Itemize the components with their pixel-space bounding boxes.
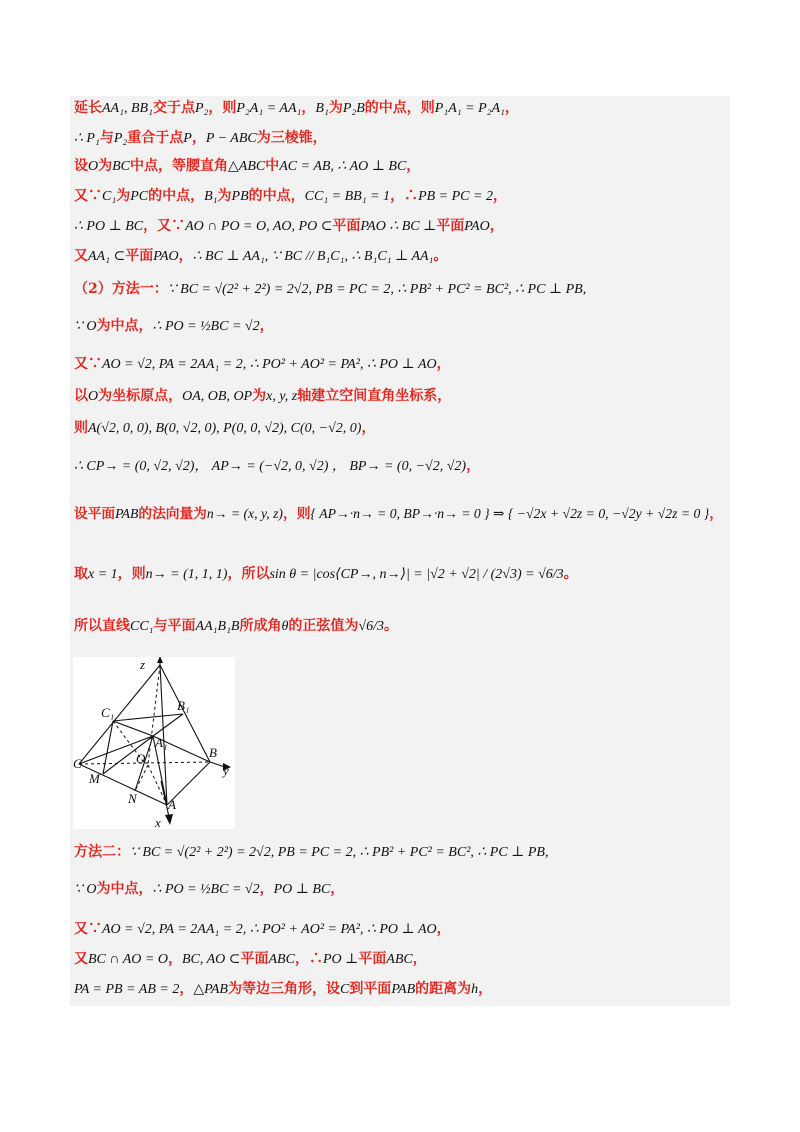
- text-chinese: 又∵: [74, 921, 102, 937]
- solution-line: [74, 312, 274, 340]
- math-expression: ABC: [268, 952, 295, 967]
- text-chinese: 设平面: [74, 506, 116, 522]
- math-expression: C: [339, 982, 350, 997]
- math-expression: △ABC: [228, 159, 266, 174]
- text-chinese: 又∵: [74, 188, 102, 204]
- text-chinese: ，则: [208, 100, 237, 116]
- math-expression: P₁A₁ = P₂A₁: [434, 101, 505, 116]
- math-expression: PAO: [464, 219, 490, 234]
- text-chinese: 所成角: [239, 618, 282, 634]
- text-chinese: 为: [98, 158, 113, 174]
- text-chinese: 。: [563, 566, 578, 582]
- edge-OA-hidden: [148, 765, 167, 805]
- math-expression: ∵ BC = √(2² + 2²) = 2√2, PB = PC = 2, ∴ PB² + PC² = BC², ∴ PC ⊥ PB,: [167, 282, 587, 297]
- text-chinese: 为中点，: [96, 881, 153, 897]
- math-expression: A(√2, 0, 0), B(0, √2, 0), P(0, 0, √2), C(0, −√2, 0): [88, 421, 362, 436]
- math-expression: ∴ PO = ½BC = √2: [152, 882, 260, 897]
- math-expression: ∴ P₁: [74, 131, 100, 146]
- label-B: B: [209, 745, 217, 760]
- solution-line: [74, 94, 519, 122]
- solution-line: [74, 414, 375, 442]
- label-O: O: [136, 751, 146, 766]
- text-chinese: 平面: [125, 248, 154, 264]
- math-expression: PAO: [153, 249, 179, 264]
- label-A: A: [168, 797, 176, 812]
- math-expression: AA₁, BB₁: [102, 101, 153, 116]
- text-chinese: 交于点: [152, 100, 195, 116]
- label-C: C: [73, 756, 82, 771]
- math-expression: B₁: [204, 189, 218, 204]
- solution-line: [74, 382, 451, 410]
- text-chinese: 平面: [240, 951, 269, 967]
- math-expression: θ: [281, 619, 289, 634]
- math-expression: PA = PB = AB = 2: [74, 982, 180, 997]
- text-chinese: 又: [74, 951, 88, 967]
- solution-line: [74, 275, 586, 303]
- text-chinese: ，则: [283, 506, 311, 522]
- text-chinese: 又∵: [74, 356, 102, 372]
- text-chinese: ，: [191, 130, 206, 146]
- math-expression: h: [471, 982, 479, 997]
- edge-C1B1: [113, 714, 183, 721]
- solution-line: [74, 350, 451, 378]
- label-B1: B₁: [177, 698, 190, 713]
- math-expression: n→ = (x, y, z): [206, 506, 283, 521]
- text-chinese: ，∴: [294, 951, 323, 967]
- solution-line: [74, 875, 344, 903]
- solution-line: [74, 152, 420, 180]
- tetrahedron-figure: [73, 657, 235, 829]
- math-expression: PC: [130, 189, 149, 204]
- edge-PB: [160, 665, 210, 762]
- text-chinese: 延长: [74, 100, 102, 116]
- text-chinese: 重合于点: [127, 130, 184, 146]
- math-expression: √6/3: [358, 619, 384, 634]
- solution-line: [74, 212, 504, 240]
- text-chinese: 所以直线: [74, 618, 130, 634]
- math-expression: O: [88, 389, 99, 404]
- math-expression: PB: [231, 189, 249, 204]
- axis-z-hidden: [148, 665, 160, 765]
- solution-line: [74, 452, 480, 480]
- edge-B1A1: [153, 714, 183, 736]
- text-chinese: 又: [74, 248, 88, 264]
- math-expression: C₁: [102, 189, 117, 204]
- text-chinese: 。: [433, 248, 448, 264]
- text-chinese: 为中点，: [96, 318, 153, 334]
- math-expression: P − ABC: [205, 131, 257, 146]
- math-expression: AO ∩ PO = O, AO, PO ⊂: [185, 219, 333, 234]
- math-expression: AA₁B₁B: [195, 619, 240, 634]
- text-chinese: ，: [504, 100, 519, 116]
- text-chinese: ，∴: [390, 188, 419, 204]
- math-expression: PAB: [391, 982, 416, 997]
- math-expression: ∵ BC = √(2² + 2²) = 2√2, PB = PC = 2, ∴ PB² + PC² = BC², ∴ PC ⊥ PB,: [130, 845, 549, 860]
- math-expression: ∴ PO ⊥ BC: [74, 219, 144, 234]
- math-expression: x, y, z: [266, 389, 298, 404]
- text-chinese: ，: [179, 981, 194, 997]
- text-chinese: 的中点，则: [364, 100, 435, 116]
- edge-C1A1: [113, 721, 153, 736]
- math-expression: O: [88, 159, 99, 174]
- text-chinese: ，: [466, 458, 481, 474]
- solution-line: [74, 612, 398, 640]
- math-expression: PO ⊥ BC: [273, 882, 331, 897]
- math-expression: ∵ O: [74, 319, 97, 334]
- math-expression: CC₁ = BB₁ = 1: [304, 189, 391, 204]
- x-arrow: [165, 814, 173, 825]
- math-expression: P₂: [113, 131, 128, 146]
- text-chinese: （2）方法一：: [74, 281, 168, 297]
- text-chinese: ，: [259, 318, 274, 334]
- solution-line: [74, 560, 578, 588]
- text-chinese: 轴建立空间直角坐标系，: [297, 388, 452, 404]
- math-expression: ∵ O: [74, 882, 97, 897]
- math-expression: ABC: [386, 952, 413, 967]
- text-chinese: 与: [99, 130, 114, 146]
- math-expression: AA₁ ⊂: [88, 249, 126, 264]
- math-expression: x = 1: [88, 567, 118, 582]
- text-chinese: 为: [116, 188, 131, 204]
- text-chinese: ，又∵: [143, 218, 186, 234]
- solution-line: [74, 500, 723, 528]
- label-y: y: [223, 763, 229, 778]
- text-chinese: 中点，等腰直角: [130, 158, 229, 174]
- text-chinese: 的距离为: [415, 981, 472, 997]
- solution-line: [74, 838, 548, 866]
- text-chinese: ，: [492, 188, 507, 204]
- label-x: x: [155, 815, 161, 829]
- text-chinese: 平面: [358, 951, 387, 967]
- math-expression: BC ∩ AO = O: [88, 952, 168, 967]
- math-expression: P: [183, 131, 192, 146]
- text-chinese: 平面: [436, 218, 465, 234]
- math-expression: △PAB: [193, 982, 228, 997]
- text-chinese: 方法二：: [74, 844, 130, 860]
- text-chinese: 为等边三角形，设: [227, 981, 340, 997]
- solution-line: [74, 182, 507, 210]
- text-chinese: ，: [178, 248, 193, 264]
- text-chinese: ，: [478, 981, 493, 997]
- math-expression: sin θ = |cos⟨CP→, n→⟩| = |√2 + √2| / (2√3) = √6/3: [269, 567, 564, 582]
- math-expression: CC₁: [130, 619, 154, 634]
- solution-line: [74, 945, 427, 973]
- text-chinese: ，: [301, 100, 316, 116]
- text-chinese: 为: [328, 100, 343, 116]
- text-chinese: ，: [259, 881, 274, 897]
- text-chinese: ，所以: [227, 566, 270, 582]
- text-chinese: ，: [361, 420, 376, 436]
- text-chinese: 为三棱锥，: [256, 130, 327, 146]
- label-N: N: [128, 791, 137, 806]
- text-chinese: 与平面: [153, 618, 196, 634]
- text-chinese: ，: [436, 921, 451, 937]
- label-A1: A₁: [155, 735, 168, 750]
- text-chinese: ，: [489, 218, 504, 234]
- label-z: z: [140, 657, 146, 672]
- text-chinese: 设: [74, 158, 88, 174]
- math-expression: ∴ BC ⊥ AA₁, ∵ BC // B₁C₁, ∴ B₁C₁ ⊥ AA₁: [192, 249, 434, 264]
- math-expression: PB = PC = 2: [418, 189, 493, 204]
- label-C1: C₁: [101, 705, 115, 720]
- text-chinese: ，: [167, 951, 182, 967]
- label-M: M: [89, 771, 100, 786]
- text-chinese: 。: [383, 618, 398, 634]
- text-chinese: 取: [74, 566, 88, 582]
- text-chinese: 以: [74, 388, 88, 404]
- text-chinese: 则: [74, 420, 88, 436]
- solution-line: [74, 915, 451, 943]
- text-chinese: 到平面: [349, 981, 392, 997]
- solution-line: [74, 242, 447, 270]
- math-expression: AC = AB, ∴ AO ⊥ BC: [279, 159, 407, 174]
- edge-ON-hidden: [135, 765, 148, 791]
- text-chinese: 平面: [332, 218, 361, 234]
- math-expression: BC, AO ⊂: [181, 952, 241, 967]
- math-expression: AO = √2, PA = 2AA₁ = 2, ∴ PO² + AO² = PA², ∴ PO ⊥ AO: [102, 922, 437, 937]
- text-chinese: ，: [330, 881, 345, 897]
- math-expression: OA, OB, OP: [182, 389, 253, 404]
- text-chinese: 的正弦值为: [288, 618, 359, 634]
- text-chinese: ，: [436, 356, 451, 372]
- text-chinese: 的中点，: [148, 188, 205, 204]
- math-expression: P₂A₁ = AA₁: [236, 101, 302, 116]
- solution-line: [74, 124, 327, 152]
- math-expression: PAB: [115, 506, 139, 521]
- math-expression: AO = √2, PA = 2AA₁ = 2, ∴ PO² + AO² = PA², ∴ PO ⊥ AO: [102, 357, 437, 372]
- math-expression: PO ⊥: [322, 952, 359, 967]
- text-chinese: ，则: [117, 566, 146, 582]
- math-expression: { AP→·n→ = 0, BP→·n→ = 0 } ⇒ { −√2x + √2z = 0, −√2y + √2z = 0 }: [310, 506, 710, 521]
- text-chinese: 中: [265, 158, 280, 174]
- math-expression: B₁: [315, 101, 329, 116]
- text-chinese: ，: [412, 951, 427, 967]
- math-expression: ∴ CP→ = (0, √2, √2)， AP→ = (−√2, 0, √2) ， BP→ = (0, −√2, √2): [74, 459, 467, 474]
- tetrahedron-diagram: [73, 657, 235, 829]
- math-expression: PAO ∴ BC ⊥: [360, 219, 437, 234]
- text-chinese: 的中点，: [248, 188, 305, 204]
- text-chinese: 为: [217, 188, 232, 204]
- text-chinese: ，: [406, 158, 421, 174]
- z-arrow: [157, 657, 163, 663]
- math-expression: ∴ PO = ½BC = √2: [152, 319, 260, 334]
- text-chinese: 为坐标原点，: [98, 388, 183, 404]
- math-expression: BC: [112, 159, 131, 174]
- text-chinese: 为: [252, 388, 267, 404]
- solution-line: [74, 975, 492, 1003]
- math-expression: n→ = (1, 1, 1): [145, 567, 228, 582]
- text-chinese: 的法向量为: [138, 506, 207, 522]
- math-expression: P₂B: [342, 101, 365, 116]
- math-expression: P₂: [194, 101, 209, 116]
- text-chinese: ，: [709, 506, 723, 522]
